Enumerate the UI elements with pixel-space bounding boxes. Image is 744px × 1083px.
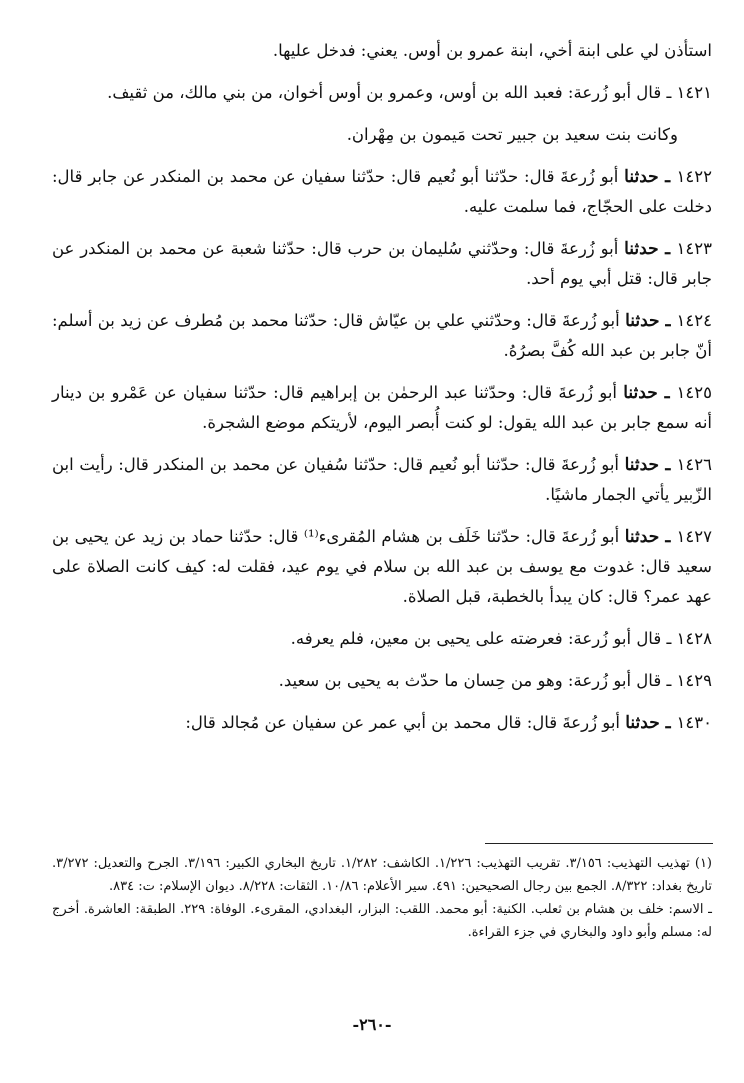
haddathana-lead: ـ حدثنا [624,167,677,187]
paragraph-1426 [52,450,712,510]
haddathana-lead: ـ حدثنا [625,713,677,733]
paragraph-number: ١٤٢٩ [676,671,712,690]
paragraph-number: ١٤٢٥ [676,383,712,402]
paragraph-number: ١٤٢٤ [676,311,712,330]
paragraph-text: وكانت بنت سعيد بن جبير تحت مَيمون بن مِهْران. [346,125,678,144]
paragraph-number: ١٤٢٣ [676,239,712,258]
paragraph-number: ١٤٢٦ [676,455,713,474]
paragraph-1423 [52,234,712,294]
paragraph-1424 [52,306,712,366]
page-number: -٢٦٠- [352,1015,392,1034]
paragraph-text: أبو زُرعةَ قال: حدّثنا أبو نُعيم قال: حدّثنا سفيان عن محمد بن المنكدر عن جابر قال: دخلت على الحجّاج، فما سلمت عليه. [52,167,712,216]
footnote-biography: ـ الاسم: خلف بن هشام بن ثعلب. الكنية: أبو محمد. اللقب: البزار، البغدادي، المقرىء. الوفاة: ٢٢٩. الطبقة: العاشرة. أخرج له: مسلم وأبو داود والبخاري في جزء القراءة. [52,902,712,940]
paragraph-text: أبو زُرعةَ قال: حدّثنا خَلَف بن هشام المُقرىء⁽¹⁾ قال: حدّثنا حماد بن زيد عن يحيى بن سعيد قال: غدوت مع يوسف بن عبد الله بن سلام في يوم عيد، فقلت له: كيف كانت الصلاة على عهد عمر؟ قال: كان يبدأ بالخطبة، قبل الصلاة. [52,527,712,606]
paragraph-text: أبو زُرعةَ قال: وحدّثني سُليمان بن حرب قال: حدّثنا شعبة عن محمد بن المنكدر عن جابر قال: قتل أبي يوم أحد. [52,239,712,288]
paragraph-note [52,120,712,150]
paragraph-number: ١٤٣٠ [676,713,712,732]
footnote-sources: (١) تهذيب التهذيب: ٣/١٥٦. تقريب التهذيب: ١/٢٢٦. الكاشف: ١/٢٨٢. تاريخ البخاري الكبير: ٣/١٩٦. الجرح والتعديل: ٣/٢٧٢. تاريخ بغداد: ٨/٣٢٢. الجمع بين رجال الصحيحين: ٤٩١. سير الأعلام: ١٠/٨٦. الثقات: ٨/٢٢٨. ديوان الإسلام: ت: ٨٣٤. [52,856,712,894]
paragraph-text: ـ قال أبو زُرعة: فعرضته على يحيى بن معين، فلم يعرفه. [290,629,677,648]
paragraph-text: أبو زُرعةَ قال: وحدّثني علي بن عيّاش قال: حدّثنا محمد بن مُطرف عن زيد بن أسلم: أنّ جابر بن عبد الله كُفَّ بصرُهُ. [52,311,712,360]
paragraph-1421 [52,78,712,108]
main-text [52,36,712,750]
paragraph-1427 [52,522,712,612]
paragraph-number: ١٤٢٧ [676,527,712,546]
paragraph-1430 [52,708,712,738]
paragraph-continuation [52,36,712,66]
paragraph-text: أبو زُرعةَ قال: حدّثنا أبو نُعيم قال: حدّثنا سُفيان عن محمد بن المنكدر قال: رأيت ابن الزّبير يأتي الجمار ماشيًا. [52,455,712,504]
paragraph-number: ١٤٢٨ [676,629,712,648]
haddathana-lead: ـ حدثنا [624,455,677,475]
paragraph-1428 [52,624,712,654]
paragraph-text: أبو زُرعةَ قال: وحدّثنا عبد الرحمٰن بن إبراهيم قال: حدّثنا سفيان عن عَمْرو بن دينار أنه سمع جابر بن عبد الله يقول: لو كنت أُبصر اليوم، لأريتكم موضع الشجرة. [52,383,712,432]
paragraph-number: ١٤٢٢ [676,167,712,186]
paragraph-text: استأذن لي على ابنة أخي، ابنة عمرو بن أوس. يعني: فدخل عليها. [272,41,712,60]
footnotes [52,852,712,944]
paragraph-1429 [52,666,712,696]
haddathana-lead: ـ حدثنا [624,239,677,259]
haddathana-lead: ـ حدثنا [623,383,677,403]
paragraph-text: ـ قال أبو زُرعة: فعبد الله بن أوس، وعمرو بن أوس أخوان، من بني مالك، من ثقيف. [107,83,677,102]
paragraph-number: ١٤٢١ [676,83,712,102]
paragraph-text: أبو زُرعةَ قال: قال محمد بن أبي عمر عن سفيان عن مُجالد قال: [185,713,626,732]
haddathana-lead: ـ حدثنا [625,311,677,331]
haddathana-lead: ـ حدثنا [624,527,677,547]
paragraph-text: ـ قال أبو زُرعة: وهو من حِسان ما حدّث به يحيى بن سعيد. [278,671,677,690]
footnote-divider [485,843,713,844]
paragraph-1422 [52,162,712,222]
paragraph-1425 [52,378,712,438]
